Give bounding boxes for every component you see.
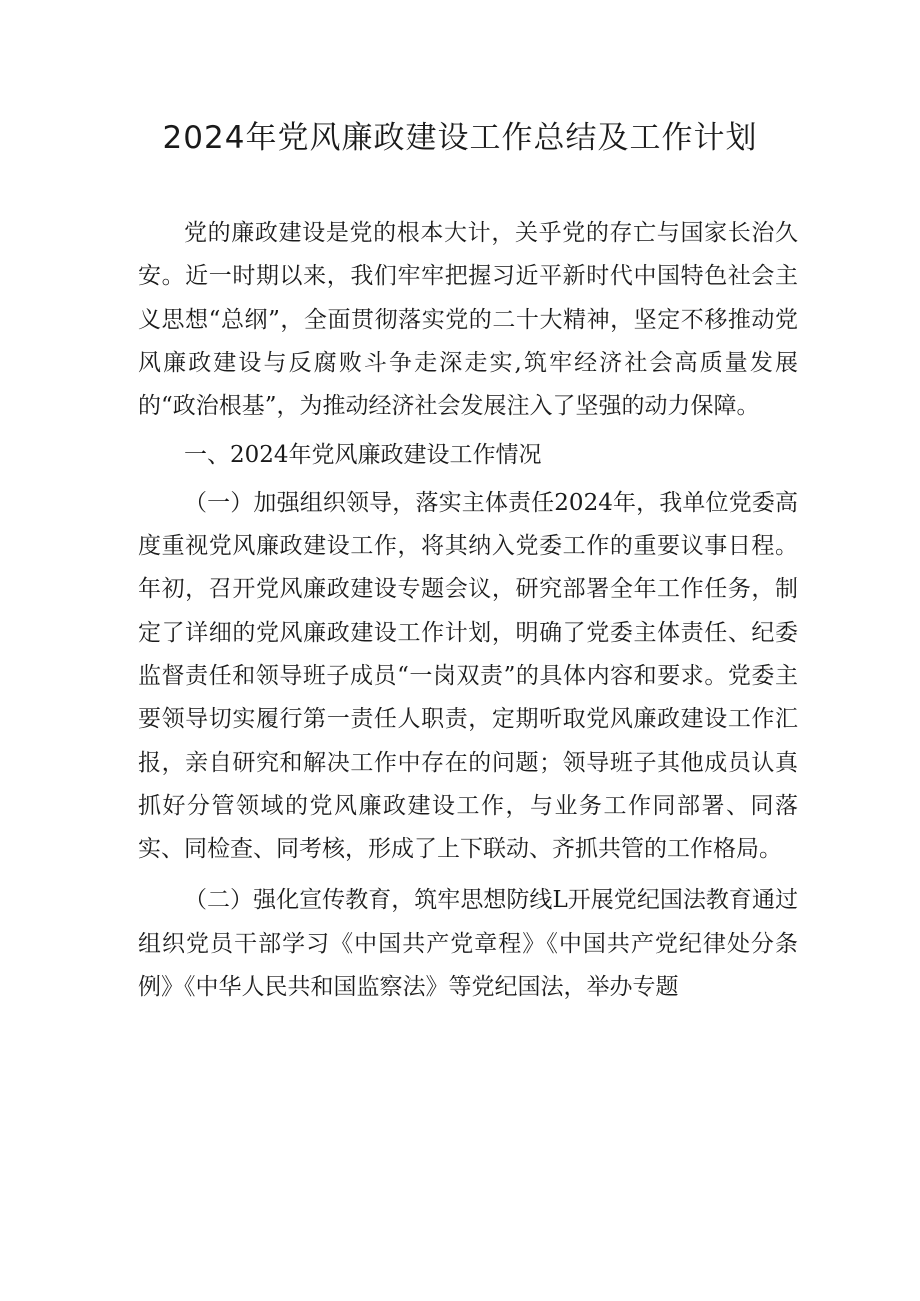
document-title: 2024年党风廉政建设工作总结及工作计划 bbox=[162, 120, 758, 156]
subsection-paragraph-1: （一）加强组织领导，落实主体责任2024年，我单位党委高度重视党风廉政建设工作，将其纳入党委工作的重要议事日程。年初，召开党风廉政建设专题会议，研究部署全年工作任务，制定了详细的党风廉政建设工作计划，明确了党委主体责任、纪委监督责任和领导班子成员“一岗双责”的具体内容和要求。党委主要领导切实履行第一责任人职责，定期听取党风廉政建设工作汇报，亲自研究和解决工作中存在的问题；领导班子其他成员认真抓好分管领域的党风廉政建设工作，与业务工作同部署、同落实、同检查、同考核，形成了上下联动、齐抓共管的工作格局。 bbox=[138, 489, 798, 863]
section-heading: 一、2024年党风廉政建设工作情况 bbox=[184, 442, 542, 469]
document-body bbox=[138, 212, 798, 1009]
subsection-paragraph-2: （二）强化宣传教育，筑牢思想防线L开展党纪国法教育通过组织党员干部学习《中国共产党章程》《中国共产党纪律处分条例》《中华人民共和国监察法》等党纪国法，举办专题 bbox=[138, 887, 798, 1001]
intro-paragraph: 党的廉政建设是党的根本大计，关乎党的存亡与国家长治久安。近一时期以来，我们牢牢把握习近平新时代中国特色社会主义思想“总纲”，全面贯彻落实党的二十大精神，坚定不移推动党风廉政建设与反腐败斗争走深走实,筑牢经济社会高质量发展的“政治根基”，为推动经济社会发展注入了坚强的动力保障。 bbox=[138, 220, 798, 420]
